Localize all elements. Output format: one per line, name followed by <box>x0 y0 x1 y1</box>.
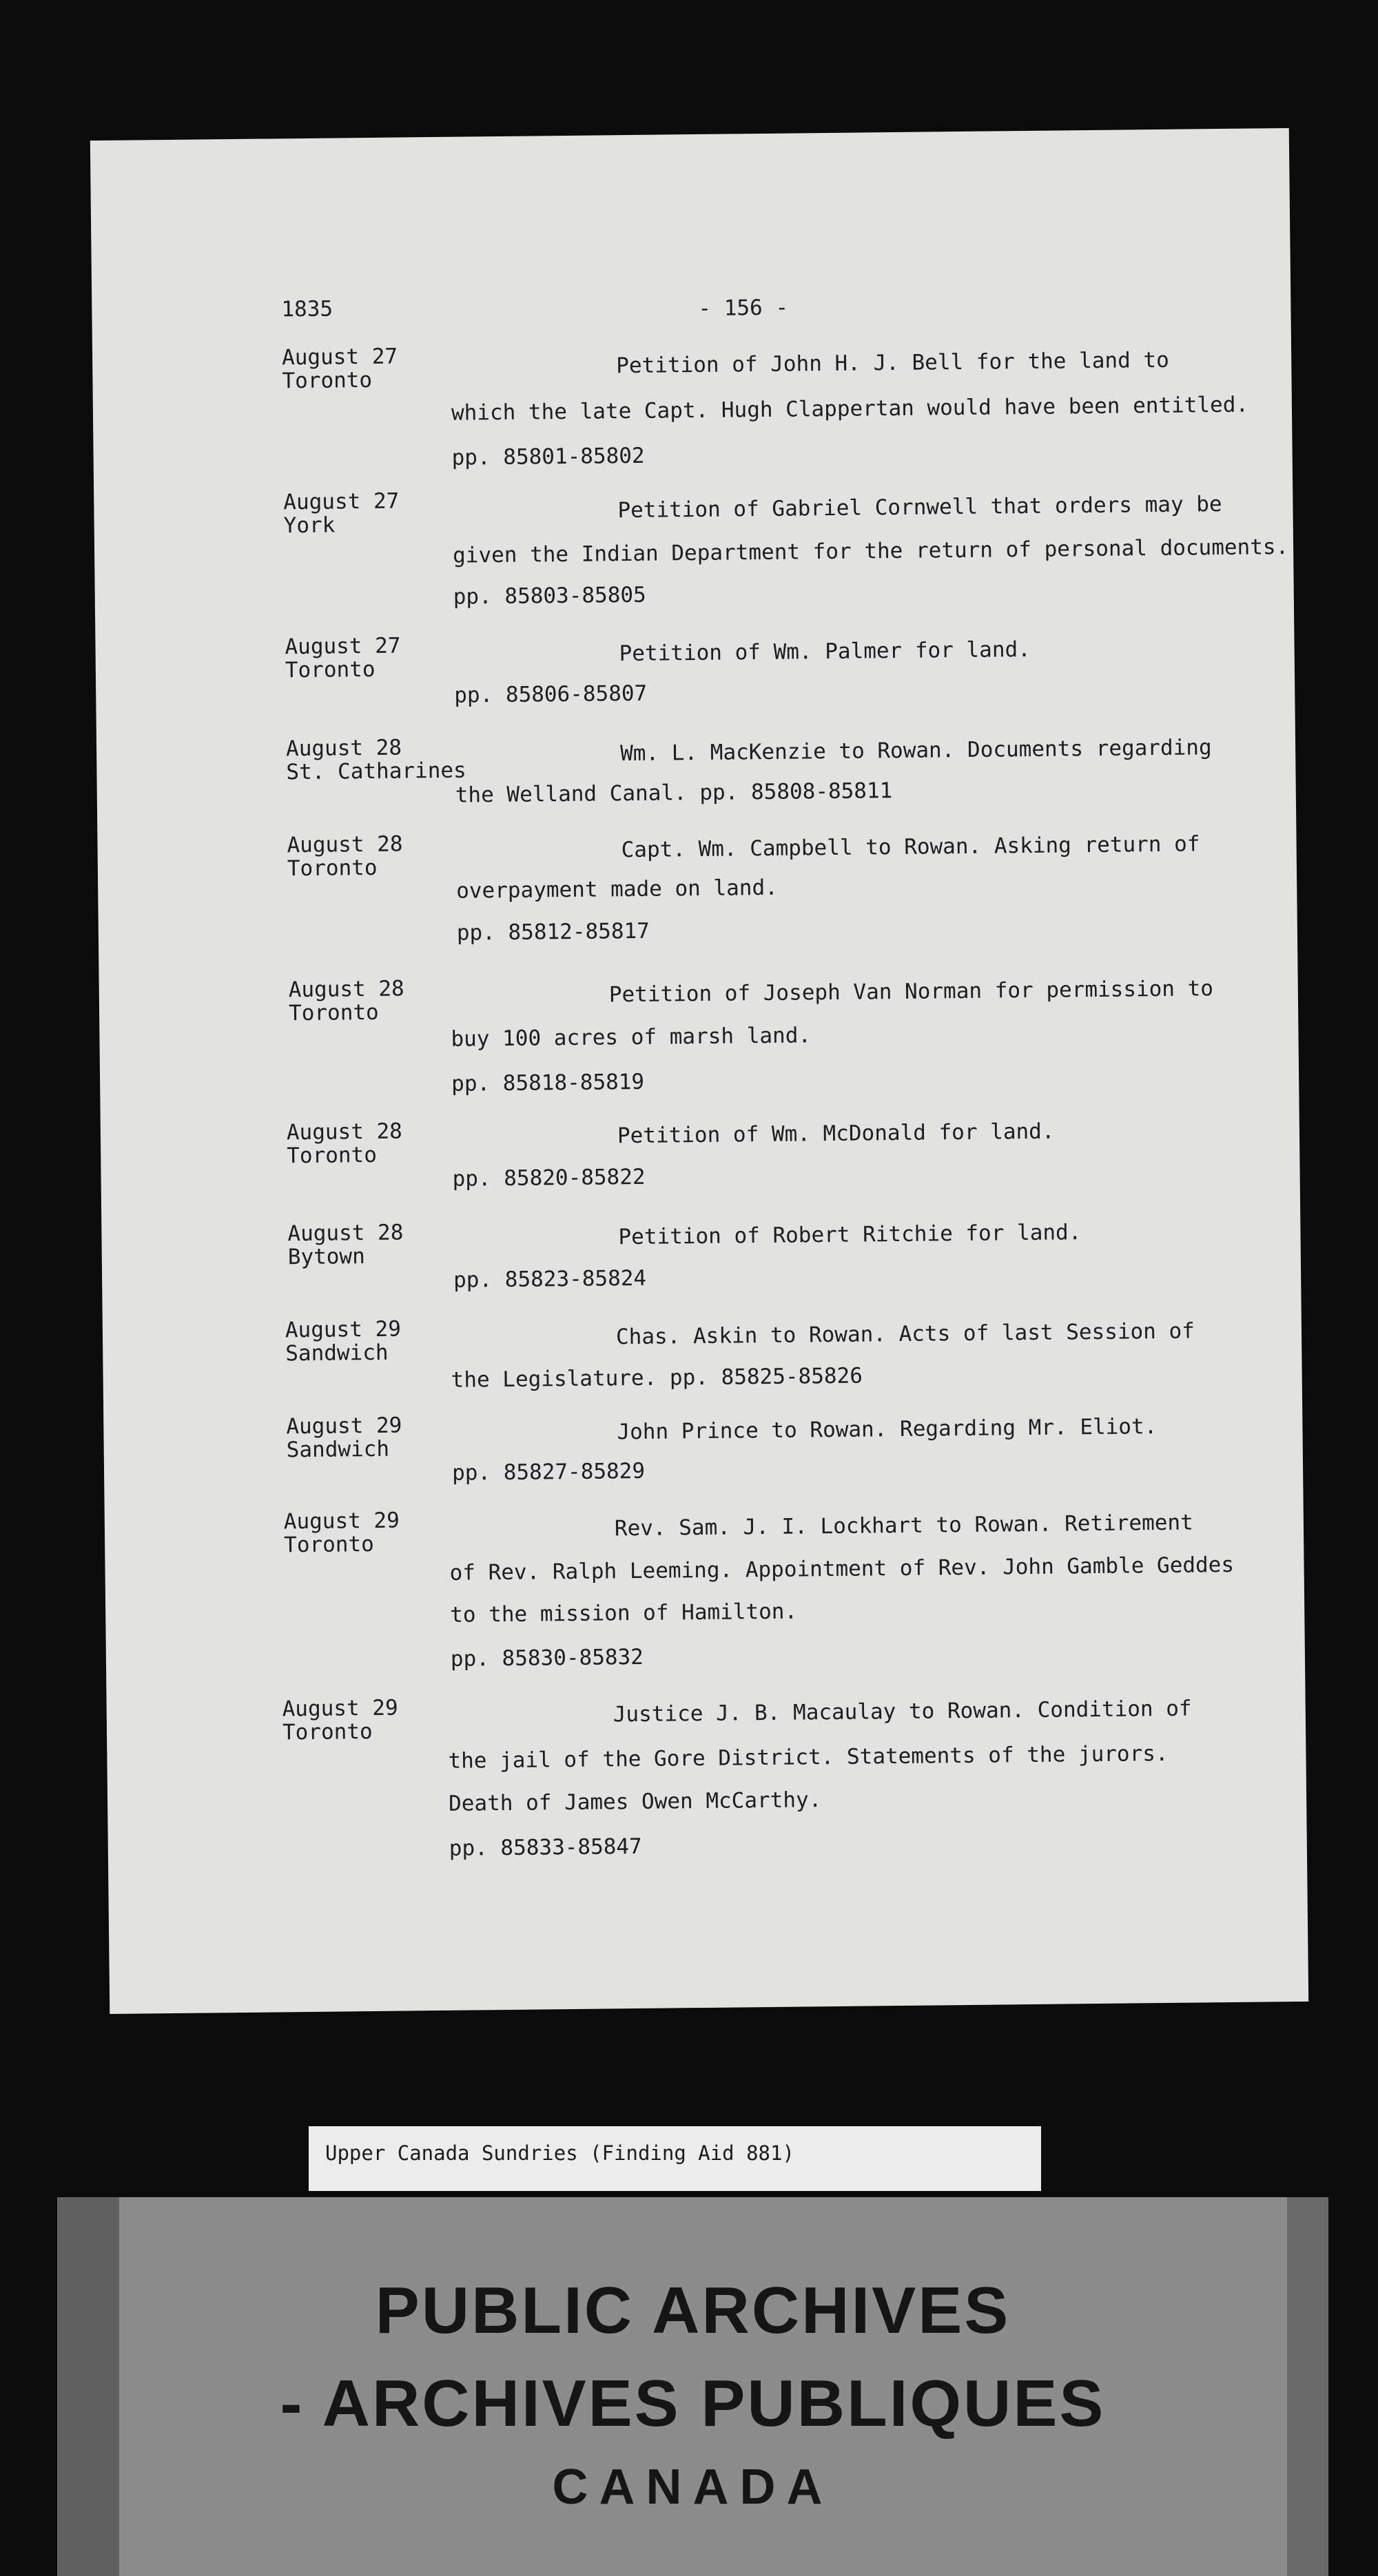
entry-date: August 28 <box>286 1119 403 1145</box>
entry-line: pp. 85801-85802 <box>451 443 645 470</box>
entry-place: Toronto <box>287 855 378 882</box>
entry-line: overpayment made on land. <box>456 875 779 904</box>
entry-place: York <box>283 512 336 539</box>
entry-line: pp. 85833-85847 <box>449 1834 642 1861</box>
entry-line: pp. 85803-85805 <box>453 582 646 610</box>
entry-line: Capt. Wm. Campbell to Rowan. Asking return of <box>621 831 1200 863</box>
entry-date: August 28 <box>288 976 404 1003</box>
entry-date: August 27 <box>283 488 400 515</box>
entry-line: Petition of John H. J. Bell for the land to <box>616 347 1169 379</box>
entry-line: pp. 85806-85807 <box>454 681 648 708</box>
entry-line: pp. 85820-85822 <box>452 1164 646 1192</box>
banner-line-3: CANADA <box>552 2460 834 2515</box>
entry-line: which the late Capt. Hugh Clappertan would have been entitled. <box>451 392 1249 426</box>
year-header: 1835 <box>281 296 333 322</box>
entry-place: Sandwich <box>286 1436 390 1463</box>
entry-date: August 29 <box>286 1413 402 1440</box>
entry-date: August 27 <box>281 344 398 371</box>
entry-date: August 27 <box>285 633 401 660</box>
entry-date: August 28 <box>285 735 402 762</box>
entry-line: Chas. Askin to Rowan. Acts of last Session of <box>615 1318 1195 1350</box>
entry-date: August 28 <box>287 1220 404 1247</box>
entry-line: Petition of Wm. Palmer for land. <box>619 636 1031 667</box>
entry-line: Rev. Sam. J. I. Lockhart to Rowan. Retirement <box>614 1510 1193 1541</box>
entry-place: St. Catharines <box>286 758 466 785</box>
entry-line: Petition of Gabriel Cornwell that orders may be <box>617 492 1222 523</box>
entry-line: to the mission of Hamilton. <box>450 1599 798 1628</box>
entry-place: Toronto <box>282 1719 373 1745</box>
entry-line: buy 100 acres of marsh land. <box>451 1023 812 1052</box>
entry-place: Toronto <box>283 1531 375 1558</box>
entry-date: August 29 <box>285 1316 402 1343</box>
entry-date: August 29 <box>282 1695 398 1722</box>
page-number: - 156 - <box>698 295 789 321</box>
banner-line-2: - ARCHIVES PUBLIQUES <box>280 2367 1106 2440</box>
entry-line: pp. 85830-85832 <box>450 1644 644 1672</box>
entry-line: Wm. L. MacKenzie to Rowan. Documents regarding <box>619 735 1212 767</box>
entry-place: Toronto <box>287 1142 378 1169</box>
entry-line: pp. 85812-85817 <box>456 918 650 946</box>
finding-aid-label <box>309 2126 1041 2191</box>
entry-line: pp. 85818-85819 <box>451 1069 645 1097</box>
entry-line: Justice J. B. Macaulay to Rowan. Condition of <box>613 1696 1192 1727</box>
entry-line: John Prince to Rowan. Regarding Mr. Eliot. <box>617 1414 1158 1445</box>
entry-date: August 29 <box>283 1508 400 1535</box>
entry-place: Toronto <box>288 999 379 1026</box>
entry-line: of Rev. Ralph Leeming. Appointment of Rev. John Gamble Geddes <box>449 1552 1235 1586</box>
entry-place: Bytown <box>287 1244 365 1270</box>
entry-line: the jail of the Gore District. Statements of the jurors. <box>448 1741 1169 1774</box>
entry-place: Sandwich <box>285 1340 389 1367</box>
entry-line: Petition of Joseph Van Norman for permission to <box>608 976 1214 1008</box>
banner-line-1: PUBLIC ARCHIVES <box>375 2274 1011 2347</box>
entry-line: the Legislature. pp. 85825-85826 <box>451 1363 863 1393</box>
entry-line: Petition of Wm. McDonald for land. <box>617 1119 1055 1149</box>
document-page <box>90 128 1308 2014</box>
entry-line: pp. 85823-85824 <box>453 1265 647 1293</box>
entry-place: Toronto <box>282 367 373 394</box>
entry-line: given the Indian Department for the return of personal documents. <box>452 534 1289 568</box>
entry-place: Toronto <box>285 656 376 683</box>
finding-aid-text: Upper Canada Sundries (Finding Aid 881) <box>325 2141 794 2165</box>
entry-line: the Welland Canal. pp. 85808-85811 <box>455 778 893 808</box>
entry-line: Death of James Owen McCarthy. <box>448 1787 822 1816</box>
entry-date: August 28 <box>287 831 403 858</box>
entry-line: pp. 85827-85829 <box>451 1458 646 1486</box>
entry-line: Petition of Robert Ritchie for land. <box>618 1220 1082 1250</box>
archives-banner <box>57 2197 1328 2576</box>
